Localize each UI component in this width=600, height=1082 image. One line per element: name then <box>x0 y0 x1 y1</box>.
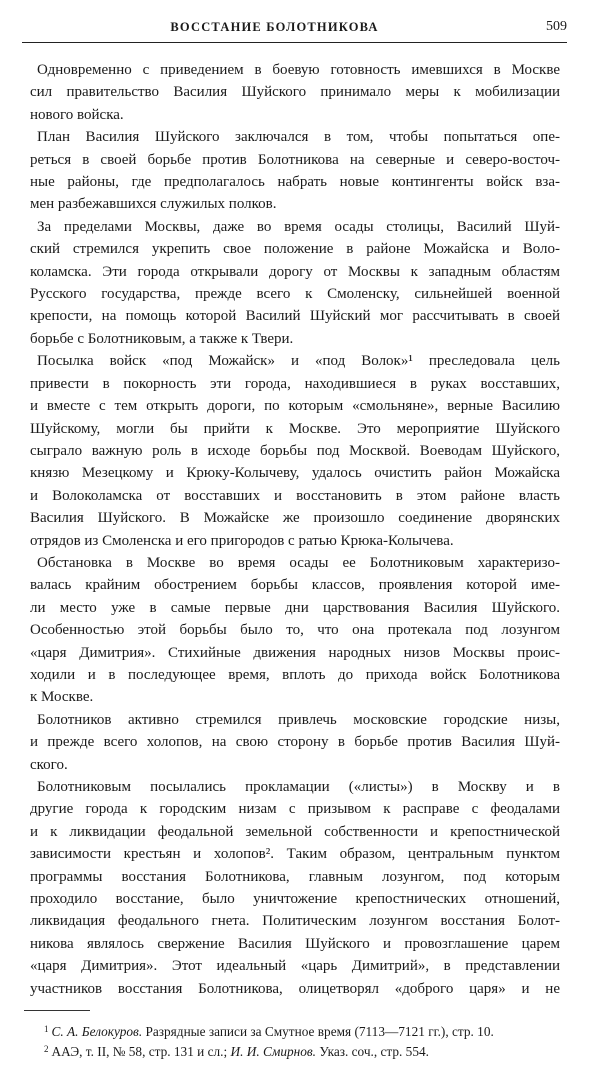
running-header <box>22 14 567 43</box>
text-line: коламска. Эти города открывали дорогу от Москвы к западным областям <box>30 263 560 280</box>
footnote-author: С. А. Белокуров. <box>51 1024 143 1040</box>
text-line: зависимости крестьян и холопов². Таким образом, центральным пунктом <box>30 846 560 863</box>
text-line: сыграло важную роль в исходе борьбы под Москвой. Воеводам Шуйского, <box>30 442 560 459</box>
text-line: ликвидация феодального гнета. Политическим лозунгом восстания Болот- <box>30 913 560 930</box>
text-line: участников восстания Болотникова, олицетворял «доброго царя» и не <box>30 980 560 997</box>
text-line: План Василия Шуйского заключался в том, чтобы попытаться опе- <box>37 129 560 146</box>
footnote-2 <box>44 1043 554 1063</box>
footnote-author: И. И. Смирнов. <box>230 1043 316 1059</box>
text-line: проходило восстание, было уничтожение крепостнических отношений, <box>30 891 560 908</box>
text-line: нового войска. <box>30 106 124 123</box>
paragraph <box>30 776 560 1000</box>
paragraph <box>30 216 560 350</box>
text-line: крепости, на помощь которой Василий Шуйский мог рассчитывать в своей <box>30 308 560 325</box>
paragraph <box>30 709 560 776</box>
main-text <box>30 59 560 1000</box>
text-line: ский стремился укрепить свое положение в районе Можайска и Воло- <box>30 241 560 258</box>
footnote-divider <box>24 1010 90 1011</box>
text-line: Болотников активно стремился привлечь московские городские низы, <box>37 711 560 728</box>
running-title: ВОССТАНИЕ БОЛОТНИКОВА <box>170 20 379 34</box>
text-line: Болотниковым посылались прокламации («листы») в Москву и в <box>37 779 560 795</box>
text-line: привести в покорность эти города, находившиеся в руках восставших, <box>30 375 560 392</box>
text-line: никова являлось свержение Василия Шуйского и провозглашение царем <box>30 935 560 952</box>
text-line: отрядов из Смоленска и его пригородов с ратью Крюка-Колычева. <box>30 532 454 549</box>
text-line: реться в своей борьбе против Болотникова на северные и северо-восточ- <box>30 151 560 168</box>
paragraph <box>30 59 560 126</box>
paragraph <box>30 552 560 709</box>
paragraph <box>30 350 560 552</box>
text-line: Русского государства, прежде всего к Смоленску, сильнейшей военной <box>30 286 560 303</box>
text-line: Шуйскому, могли бы прийти к Москве. Это мероприятие Шуйского <box>30 420 560 437</box>
text-line: Особенностью этой борьбы было то, что она протекала под лозунгом <box>30 622 560 639</box>
text-line: «царя Димитрия». Этот идеальный «царь Димитрий», в представлении <box>30 958 560 975</box>
footnote-mark: 2 <box>44 1043 49 1054</box>
text-line: Посылка войск «под Можайск» и «под Волок»¹ преследовала цель <box>37 353 560 370</box>
text-line: мен разбежавшихся служилых полков. <box>30 196 277 213</box>
footnote-mark: 1 <box>44 1024 49 1035</box>
paragraph <box>30 126 560 216</box>
text-line: и вместе с тем открыть дороги, по которым «смольняне», верные Василию <box>30 398 560 415</box>
text-line: Обстановка в Москве во время осады ее Болотниковым характеризо- <box>37 554 560 571</box>
footnote-text: Разрядные записи за Смутное время (7113—7121 гг.), стр. 10. <box>145 1024 494 1040</box>
footnote-prefix: ААЭ, т. II, № 58, стр. 131 и сл.; <box>51 1043 228 1059</box>
footnote-1 <box>44 1023 554 1043</box>
text-line: сил правительство Василия Шуйского принимало меры к мобилизации <box>30 84 560 101</box>
text-line: ходили и в последующее время, вплоть до прихода войск Болотникова <box>30 666 560 683</box>
text-line: и прежде всего холопов, на свою сторону в борьбе против Василия Шуй- <box>30 734 560 751</box>
footnotes <box>44 1023 554 1062</box>
text-line: и к ликвидации феодальной земельной собственности и крепостнической <box>30 823 560 840</box>
text-line: ского. <box>30 756 68 773</box>
text-line: борьбе с Болотниковым, а также к Твери. <box>30 330 294 347</box>
page-number: 509 <box>546 19 567 34</box>
text-line: ные районы, где предполагалось набрать новые контингенты войск вза- <box>30 174 560 191</box>
text-line: князю Мезецкому и Крюку-Колычеву, удалось очистить район Можайска <box>30 465 560 482</box>
text-line: к Москве. <box>30 689 94 706</box>
text-line: Василия Шуйского. В Можайске же произошло соединение дворянских <box>30 510 560 527</box>
text-line: ли место уже в самые первые дни царствования Василия Шуйского. <box>30 599 560 616</box>
text-line: «царя Димитрия». Стихийные движения народных низов Москвы проис- <box>30 644 560 661</box>
text-line: Одновременно с приведением в боевую готовность имевшихся в Москве <box>37 62 560 78</box>
footnote-text: Указ. соч., стр. 554. <box>319 1043 429 1059</box>
text-line: другие города к городским низам с призывом к расправе с феодалами <box>30 801 560 818</box>
text-line: За пределами Москвы, даже во время осады столицы, Василий Шуй- <box>37 218 560 235</box>
text-line: валась крайним обострением борьбы классов, проявления которой име- <box>30 577 560 594</box>
text-line: и Волоколамска от восставших и восстановить в этом районе власть <box>30 487 560 504</box>
text-line: программы восстания Болотникова, главным лозунгом, под которым <box>30 868 560 885</box>
